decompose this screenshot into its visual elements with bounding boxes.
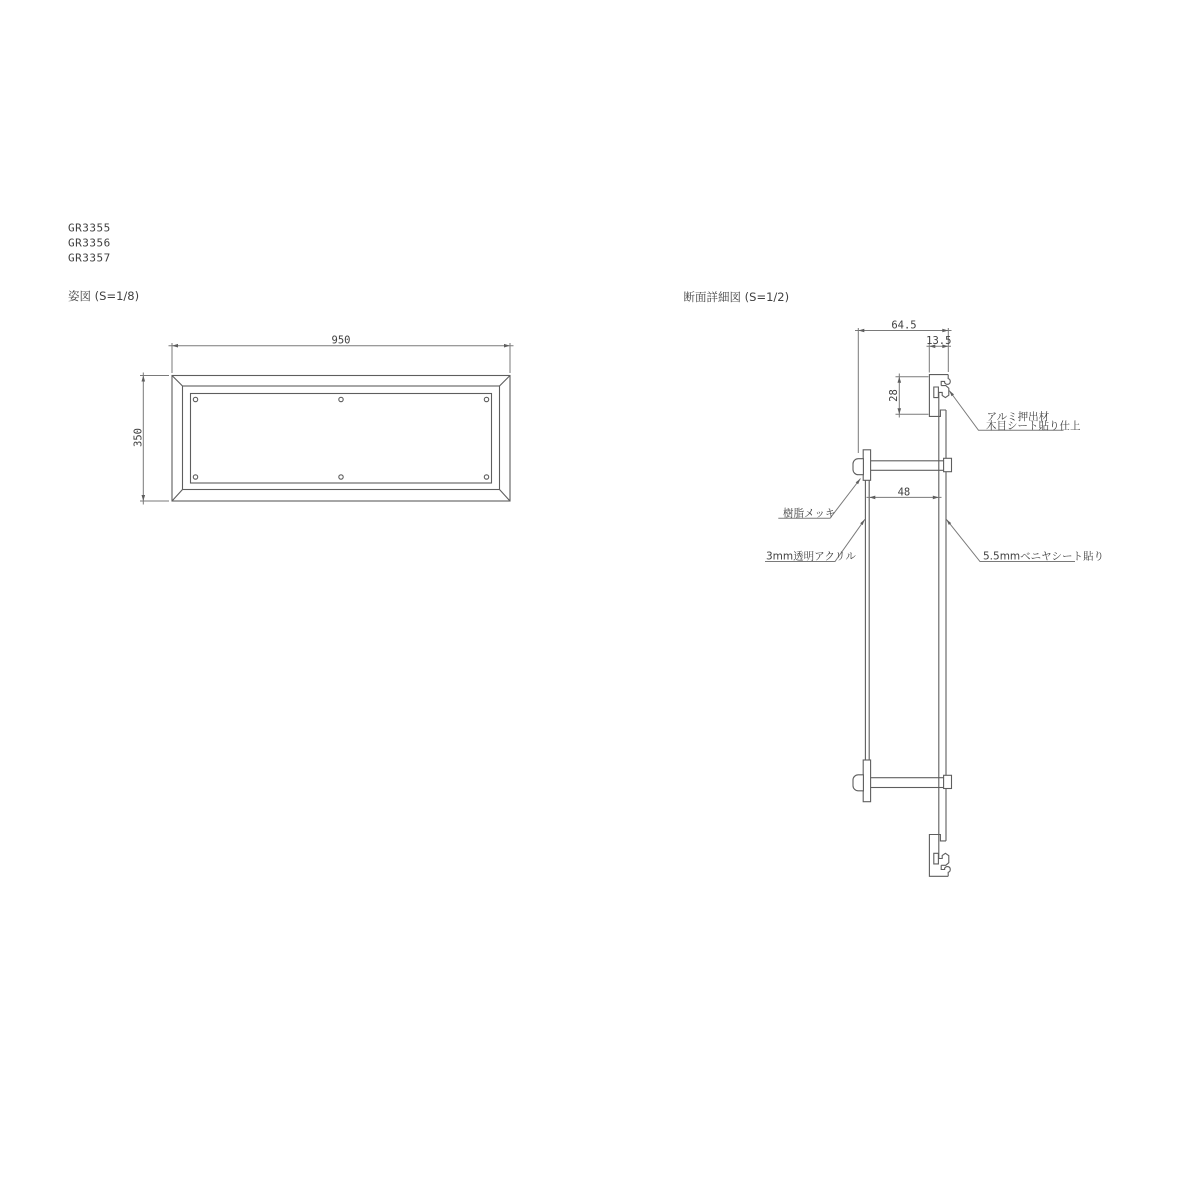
front-view: [68, 289, 514, 505]
standoff-endcap-top: [944, 458, 952, 471]
front-view-title: 姿図 (S=1/8): [68, 289, 140, 303]
label-acrylic: 3mm透明アクリル: [766, 550, 856, 563]
dim-height-text: 350: [132, 428, 145, 447]
screw-hole: [339, 475, 343, 479]
frame-outer-edge: [172, 376, 510, 502]
dim-overall-depth-text: 64.5: [891, 319, 917, 332]
dimension-width: [169, 335, 514, 374]
dim-frame-face-text: 13.5: [926, 335, 952, 348]
standoff-bar-bottom: [862, 778, 944, 788]
dim-frame-height-text: 28: [888, 389, 901, 402]
leader-resin-plating: [778, 479, 860, 520]
label-aluminum-line2: 木目シート貼り仕上: [986, 420, 1081, 433]
extrusion-bottom: [929, 835, 950, 877]
dimension-frame-height: [888, 374, 928, 418]
clamp-plate-top: [863, 450, 870, 481]
section-view-title: 断面詳細図 (S=1/2): [683, 290, 790, 304]
screw-head-top: [853, 459, 863, 475]
leader-plywood: [946, 519, 1104, 562]
section-view: [684, 290, 1105, 876]
leader-acrylic: [765, 519, 865, 562]
screw-holes: [193, 397, 488, 479]
screw-hole: [484, 475, 488, 479]
clamp-plate-bottom: [863, 760, 870, 802]
screw-hole: [193, 475, 197, 479]
acrylic-panel: [865, 450, 869, 800]
product-code: GR3357: [68, 251, 111, 265]
product-code: GR3355: [68, 221, 111, 235]
screw-head-bottom: [853, 775, 863, 791]
product-code: GR3356: [68, 236, 111, 250]
dimension-height: [133, 373, 170, 505]
product-code-list: [68, 222, 111, 265]
standoff-endcap-bottom: [944, 775, 952, 788]
label-aluminum-line1: アルミ押出材: [986, 411, 1050, 423]
standoff-bar-top: [862, 461, 944, 471]
extrusion-top: [929, 375, 950, 417]
label-plywood: 5.5mmベニヤシート貼り: [983, 550, 1105, 563]
label-resin-plating: 樹脂メッキ: [783, 507, 836, 520]
dim-panel-gap-text: 48: [897, 486, 911, 499]
leader-aluminum-extrusion: [949, 391, 1081, 433]
dimension-frame-face: [926, 335, 951, 372]
back-panel-outline: [191, 394, 492, 484]
screw-hole: [193, 397, 197, 401]
dimension-panel-gap: [867, 482, 942, 501]
frame-miter-lines: [172, 376, 510, 502]
screw-hole: [339, 397, 343, 401]
screw-hole: [484, 397, 488, 401]
dim-width-text: 950: [331, 334, 351, 347]
